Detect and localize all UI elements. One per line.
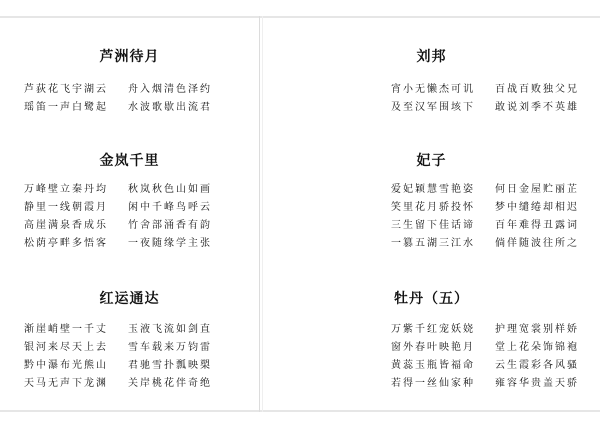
poem-title: 金岚千里 bbox=[99, 153, 160, 169]
verse-line bbox=[0, 80, 259, 98]
verse-second-half: 一夜随缘学主张 bbox=[128, 238, 212, 249]
book-spine-divider bbox=[259, 16, 260, 412]
verse-first-half: 宵小无懒杰可讥 bbox=[391, 84, 475, 95]
verse-line bbox=[263, 198, 600, 216]
verse-second-half: 护理宽裳别样娇 bbox=[495, 324, 579, 335]
verse-second-half: 闲中千峰鸟呼云 bbox=[128, 202, 212, 213]
verse-first-half: 瑶笛一声白鹭起 bbox=[24, 102, 108, 113]
verse-first-half: 黔中瀑布光熊山 bbox=[24, 360, 108, 371]
verse-line bbox=[0, 180, 259, 198]
verse-line bbox=[263, 338, 600, 356]
verse-second-half: 雪车载来万钧雷 bbox=[128, 342, 212, 353]
verse-line bbox=[0, 356, 259, 374]
verse-line bbox=[263, 216, 600, 234]
verse-second-half: 梦中缱绻却相迟 bbox=[495, 202, 579, 213]
verse-first-half: 万峰壁立秦丹均 bbox=[24, 184, 108, 195]
page-bottom-border bbox=[0, 410, 600, 412]
verse-first-half: 三生留下佳话谛 bbox=[391, 220, 475, 231]
verse-line bbox=[0, 320, 259, 338]
verse-line bbox=[263, 374, 600, 392]
verse-first-half: 若得一丝仙家种 bbox=[391, 378, 475, 389]
left-page bbox=[0, 18, 259, 410]
verse-line bbox=[0, 98, 259, 116]
verse-second-half: 百年难得丑露词 bbox=[495, 220, 579, 231]
verse-second-half: 百战百败独父兄 bbox=[495, 84, 579, 95]
verse-second-half: 云生霞彩各风骚 bbox=[495, 360, 579, 371]
verse-line bbox=[263, 98, 600, 116]
poem-title: 牡丹（五） bbox=[394, 291, 469, 307]
verse-second-half: 倘佯随波往所之 bbox=[495, 238, 579, 249]
verse-second-half: 堂上花朵饰锦袍 bbox=[495, 342, 579, 353]
verse-first-half: 黄蕊玉瓶皆福命 bbox=[391, 360, 475, 371]
verse-first-half: 松荫亭畔多悟客 bbox=[24, 238, 108, 249]
verse-first-half: 及至汉军围垓下 bbox=[391, 102, 475, 113]
poem-title: 刘邦 bbox=[416, 49, 447, 65]
verse-line bbox=[263, 234, 600, 252]
verse-first-half: 一篡五湖三江水 bbox=[391, 238, 475, 249]
verse-line bbox=[263, 180, 600, 198]
verse-second-half: 雍容华贵盖天骄 bbox=[495, 378, 579, 389]
poem-title: 妃子 bbox=[416, 153, 447, 169]
verse-second-half: 水波歌歇出流君 bbox=[128, 102, 212, 113]
verse-first-half: 静里一线朝霞月 bbox=[24, 202, 108, 213]
verse-line bbox=[0, 198, 259, 216]
verse-line bbox=[0, 374, 259, 392]
verse-line bbox=[263, 356, 600, 374]
verse-second-half: 玉液飞流如剑直 bbox=[128, 324, 212, 335]
verse-second-half: 秋岚秋色山如画 bbox=[128, 184, 212, 195]
verse-first-half: 爱妃颖慧雪艳姿 bbox=[391, 184, 475, 195]
verse-first-half: 万紫千红宠妖娆 bbox=[391, 324, 475, 335]
verse-second-half: 竹舍部涌香有韵 bbox=[128, 220, 212, 231]
poem-title: 红运通达 bbox=[99, 291, 160, 307]
verse-line bbox=[0, 234, 259, 252]
verse-first-half: 笑里花月骄投怀 bbox=[391, 202, 475, 213]
verse-first-half: 天马无声下龙渊 bbox=[24, 378, 108, 389]
verse-second-half: 关岸桃花伴奇绝 bbox=[128, 378, 212, 389]
verse-line bbox=[263, 80, 600, 98]
verse-first-half: 高崖满泉香成乐 bbox=[24, 220, 108, 231]
verse-second-half: 敢说刘季不英雄 bbox=[495, 102, 579, 113]
verse-line bbox=[0, 216, 259, 234]
verse-second-half: 舟入烟清色泽约 bbox=[128, 84, 212, 95]
verse-second-half: 君驰雪扑瓢映槊 bbox=[128, 360, 212, 371]
verse-second-half: 何日金屋贮丽芷 bbox=[495, 184, 579, 195]
verse-first-half: 银河来尽天上去 bbox=[24, 342, 108, 353]
verse-first-half: 渐崖峭壁一千丈 bbox=[24, 324, 108, 335]
verse-line bbox=[263, 320, 600, 338]
right-page bbox=[263, 18, 600, 410]
verse-first-half: 窗外春叶映艳月 bbox=[391, 342, 475, 353]
poem-title: 芦洲待月 bbox=[99, 49, 160, 65]
verse-line bbox=[0, 338, 259, 356]
verse-first-half: 芦荻花飞宇湖云 bbox=[24, 84, 108, 95]
